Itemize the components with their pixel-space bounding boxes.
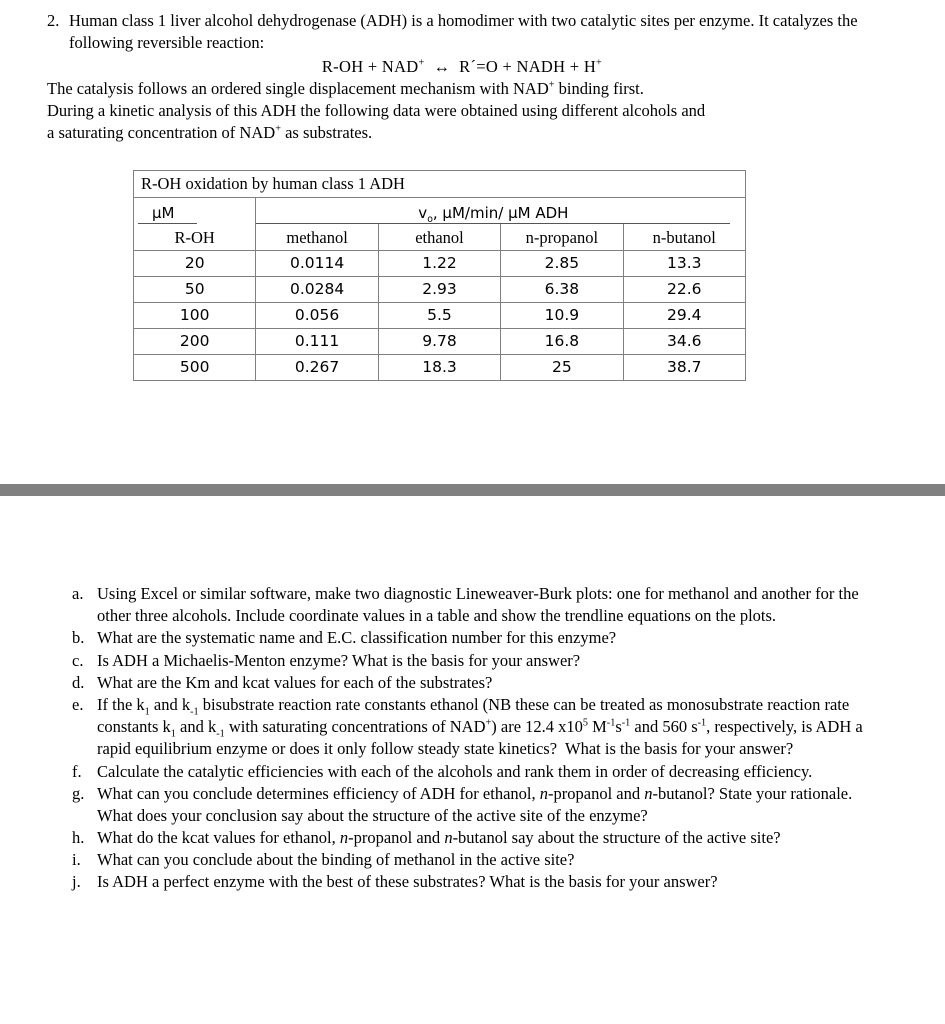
header-vo-label: [256, 204, 730, 224]
cell-n-propanol-0: 2.85: [501, 251, 623, 277]
question-marker-h: h.: [72, 828, 85, 848]
table-row: [134, 329, 746, 355]
cell-ethanol-2: 5.5: [378, 303, 500, 329]
cell-ethanol-0: 1.22: [378, 251, 500, 277]
cell-n-propanol-1: 6.38: [501, 277, 623, 303]
cell-methanol-4: 0.267: [256, 355, 378, 381]
saturating-nad-charge: +: [275, 123, 281, 135]
problem-number: 2.: [47, 11, 60, 30]
header-um-label: µM: [138, 204, 197, 224]
reaction-equation: [47, 56, 877, 78]
equation-nad-charge: +: [418, 57, 425, 69]
header-velocity-units-cell: [256, 198, 746, 225]
question-text-g: What can you conclude determines efficiency of ADH for ethanol, n-propanol and n-butanol? State your rationale. What does your conclusion say about the structure of the active site of the enzyme?: [97, 783, 853, 825]
question-marker-i: i.: [72, 850, 81, 870]
cell-roh-2: 100: [134, 303, 256, 329]
table-row: [134, 251, 746, 277]
kinetics-table-wrapper: [133, 170, 746, 381]
question-marker-j: j.: [72, 872, 81, 892]
problem-statement: [47, 10, 877, 144]
question-text-h: What do the kcat values for ethanol, n-propanol and n-butanol say about the structure of the active site?: [97, 828, 781, 848]
catalysis-text-post: binding first.: [554, 79, 644, 99]
equation-arrow-icon: ↔: [433, 56, 451, 76]
cell-ethanol-3: 9.78: [378, 329, 500, 355]
header-vo-units: , µM/min/ µM ADH: [432, 204, 569, 222]
column-header-methanol: methanol: [256, 224, 378, 251]
question-text-a: Using Excel or similar software, make two diagnostic Lineweaver-Burk plots: one for methanol and another for the other three alcohols. Include coordinate values in a table and show the trendline equations on the plots.: [97, 584, 859, 626]
question-text-f: Calculate the catalytic efficiencies with each of the alcohols and rank them in order of decreasing efficiency.: [97, 761, 813, 781]
cell-methanol-3: 0.111: [256, 329, 378, 355]
question-item-f: [72, 761, 872, 783]
question-item-j: [72, 871, 872, 893]
question-marker-e: e.: [72, 694, 84, 714]
cell-methanol-1: 0.0284: [256, 277, 378, 303]
question-marker-d: d.: [72, 672, 85, 692]
table-header-top-row: [134, 198, 746, 225]
equation-reactants: R-OH + NAD: [321, 56, 419, 76]
table-title-row: [134, 171, 746, 198]
catalysis-nad-charge: +: [548, 79, 555, 91]
column-header-roh: R-OH: [134, 224, 256, 251]
cell-n-butanol-3: 34.6: [623, 329, 745, 355]
equation-proton-charge: +: [596, 57, 603, 69]
cell-n-butanol-0: 13.3: [623, 251, 745, 277]
column-header-n-butanol: n-butanol: [623, 224, 745, 251]
cell-ethanol-4: 18.3: [378, 355, 500, 381]
cell-ethanol-1: 2.93: [378, 277, 500, 303]
header-concentration-units-cell: [134, 198, 256, 225]
cell-methanol-0: 0.0114: [256, 251, 378, 277]
problem-line-kinetic: During a kinetic analysis of this ADH the following data were obtained using different alcohols and: [47, 101, 706, 121]
kinetics-data-table: [133, 170, 746, 381]
question-item-e: [72, 694, 872, 761]
column-header-n-propanol: n-propanol: [501, 224, 623, 251]
cell-roh-4: 500: [134, 355, 256, 381]
question-text-b: What are the systematic name and E.C. classification number for this enzyme?: [97, 628, 617, 648]
cell-roh-1: 50: [134, 277, 256, 303]
table-row: [134, 355, 746, 381]
question-marker-a: a.: [72, 584, 84, 603]
catalysis-text-pre: The catalysis follows an ordered single displacement mechanism with NAD: [47, 79, 549, 99]
question-marker-g: g.: [72, 783, 85, 803]
question-item-h: [72, 827, 872, 849]
cell-n-propanol-3: 16.8: [501, 329, 623, 355]
question-item-i: [72, 849, 872, 871]
cell-n-propanol-4: 25: [501, 355, 623, 381]
question-text-d: What are the Km and kcat values for each of the substrates?: [97, 672, 493, 692]
cell-roh-3: 200: [134, 329, 256, 355]
question-item-c: [72, 650, 872, 672]
saturating-text-pre: a saturating concentration of NAD: [47, 122, 276, 142]
problem-line-saturating: [47, 122, 877, 144]
problem-paragraph-1: Human class 1 liver alcohol dehydrogenase (ADH) is a homodimer with two catalytic sites per enzyme. It catalyzes the following reversible reaction:: [69, 11, 858, 52]
header-vo-subscript: o: [427, 214, 433, 225]
table-row: [134, 303, 746, 329]
table-header-bottom-row: [134, 224, 746, 251]
question-item-b: [72, 627, 872, 649]
question-item-a: [72, 583, 872, 627]
question-item-g: [72, 783, 872, 827]
question-text-j: Is ADH a perfect enzyme with the best of these substrates? What is the basis for your answer?: [97, 872, 718, 892]
cell-n-butanol-4: 38.7: [623, 355, 745, 381]
question-text-c: Is ADH a Michaelis-Menton enzyme? What is the basis for your answer?: [97, 650, 581, 670]
cell-n-propanol-2: 10.9: [501, 303, 623, 329]
equation-products: R´=O + NADH + H: [459, 56, 597, 76]
cell-n-butanol-1: 22.6: [623, 277, 745, 303]
question-text-e: If the $k_1$ and $k_{-1}$ bisubstrate reaction rate constants ethanol (NB these can be treated as monosubstrate reaction rate constants $k_1$ and $k_{-1}$ with saturating concentrations of NAD+) are 12.4 $x10^5$ $M^{-1}s^{-1}$ and 560 $s^{-1}$, respectively, is ADH a rapid equilibrium enzyme or does it only follow steady state kinetics? What is the basis for your answer?: [97, 694, 863, 759]
question-text-i: What can you conclude about the binding of methanol in the active site?: [97, 850, 575, 870]
cell-n-butanol-2: 29.4: [623, 303, 745, 329]
header-vo-symbol: v: [418, 204, 428, 222]
table-row: [134, 277, 746, 303]
column-header-ethanol: ethanol: [378, 224, 500, 251]
question-marker-b: b.: [72, 628, 85, 648]
cell-roh-0: 20: [134, 251, 256, 277]
cell-methanol-2: 0.056: [256, 303, 378, 329]
table-title: R-OH oxidation by human class 1 ADH: [134, 171, 746, 198]
problem-line-catalysis: [47, 78, 877, 100]
question-item-d: [72, 672, 872, 694]
question-list: [72, 583, 872, 894]
page-divider: [0, 484, 945, 496]
problem-body: [47, 10, 877, 144]
saturating-text-post: as substrates.: [280, 122, 373, 142]
question-marker-f: f.: [72, 761, 82, 781]
question-marker-c: c.: [72, 650, 84, 670]
